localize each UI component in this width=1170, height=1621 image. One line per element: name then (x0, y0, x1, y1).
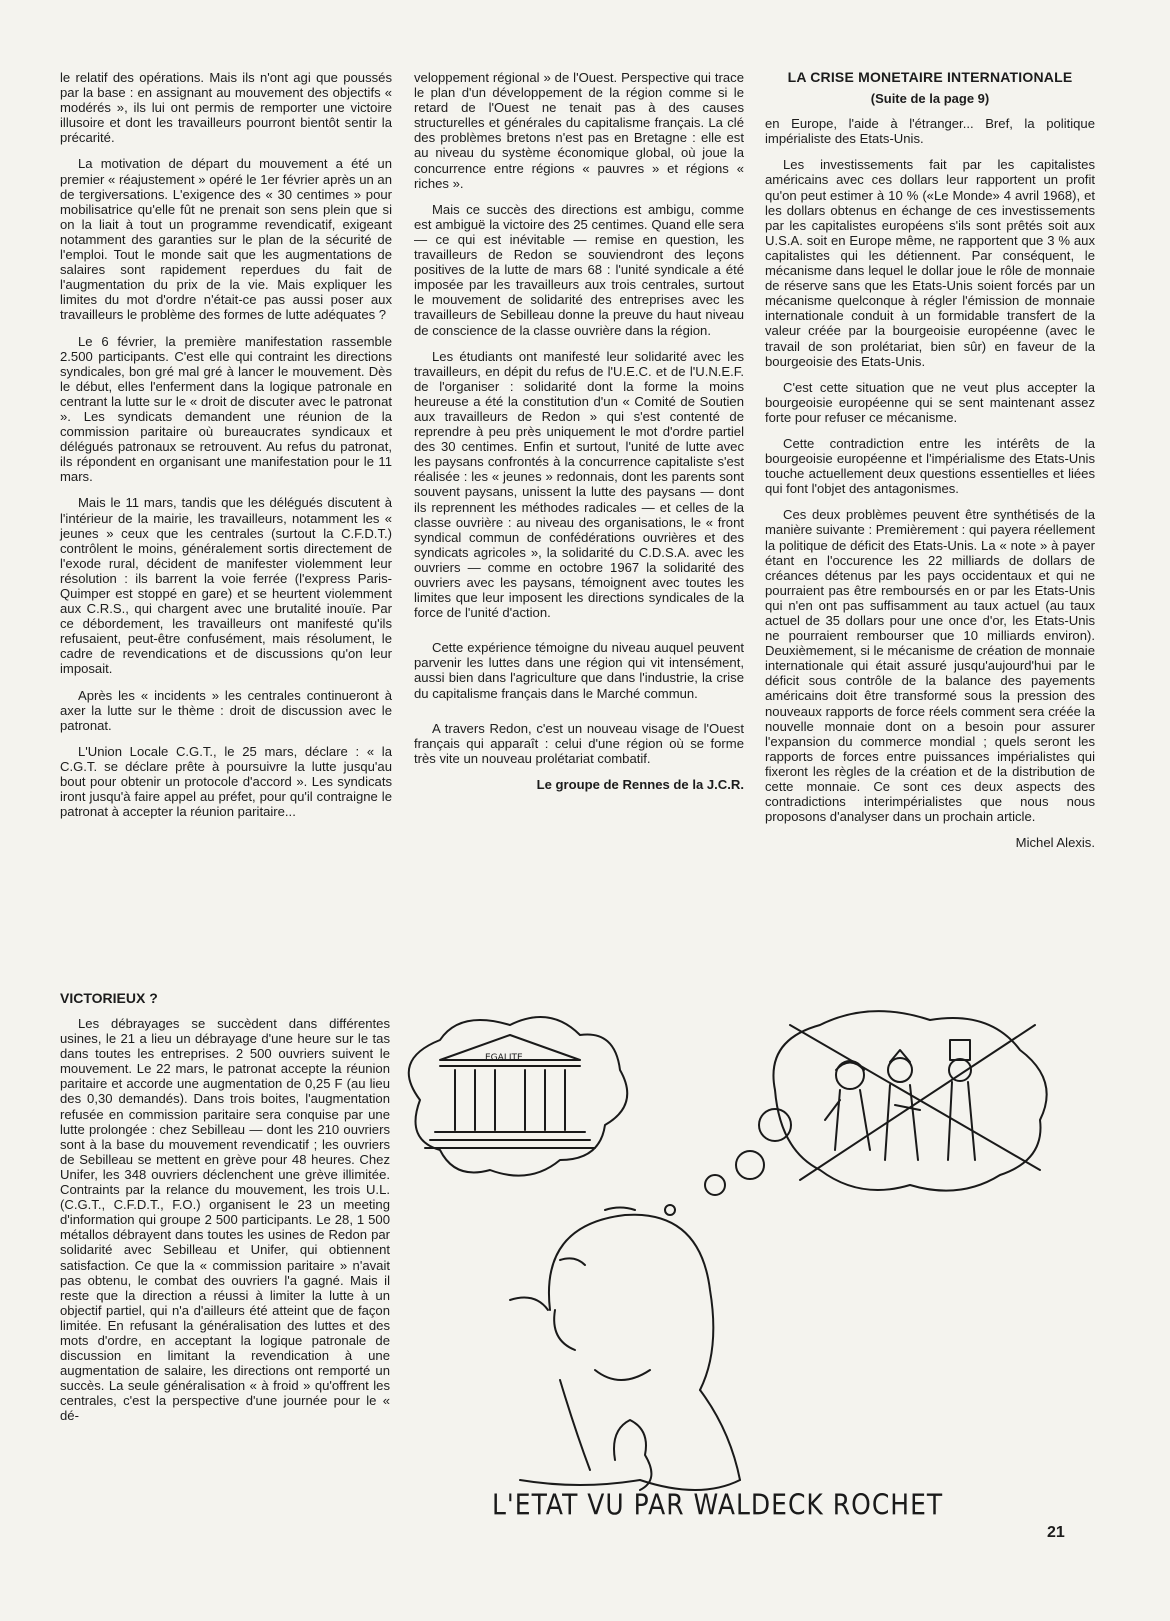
paragraph: Après les « incidents » les centrales continueront à axer la lutte sur le thème : droit de discussion avec le patronat. (60, 687, 392, 733)
paragraph: en Europe, l'aide à l'étranger... Bref, la politique impérialiste des Etats-Unis. (765, 116, 1095, 147)
paragraph: La motivation de départ du mouvement a été un premier « réajustement » opéré le 1er février après un an de tergiversations. L'exigence des « 30 centimes » pour mobilisatrice qu'elle fût ne prenait son sens plein que si on la liait à tout un programme revendicatif, exigeant notamment des garanties sur le plan de la sécurité de l'emploi. Tout le monde sait que les augmentations de salaires sont rapidement reperdues du fait de l'augmentation du prix de la vie. Mais expliquer les limites du mot d'ordre n'était-ce pas aussi poser aux travailleurs le problème des formes de lutte adéquates ? (60, 156, 392, 323)
section-heading: VICTORIEUX ? (60, 990, 158, 1006)
column-1 (60, 70, 392, 830)
cartoon-caption: L'ETAT VU PAR WALDECK ROCHET (492, 1487, 944, 1522)
paragraph: L'Union Locale C.G.T., le 25 mars, déclare : « la C.G.T. se déclare prête à poursuivre la lutte jusqu'au bout pour obtenir un protocole d'accord ». Les syndicats iront jusqu'à faire appel au préfet, pour qu'il contraigne le patronat à accepter la réunion paritaire... (60, 743, 392, 820)
article-subtitle: (Suite de la page 9) (870, 91, 990, 107)
facade-inscription: EGALITE (485, 1053, 523, 1063)
author-signature: Michel Alexis. (1015, 835, 1095, 851)
paragraph: Cette contradiction entre les intérêts de la bourgeoisie européenne et l'impérialisme des Etats-Unis touche actuellement deux questions essentielles et liées qui font l'objet des antagonismes. (765, 435, 1095, 497)
paragraph: A travers Redon, c'est un nouveau visage de l'Ouest français qui apparaît : celui d'une région où se forme très vite un nouveau prolétariat combatif. (414, 720, 744, 766)
paragraph: Les investissements fait par les capitalistes américains avec ces dollars leur rapportent un profit qu'on peut estimer à 10 % («Le Monde» 4 avril 1968), et les dollars obtenus en échange de ces investissements par les capitalistes européens s'ils sont prêtés soit aux U.S.A. soit en Europe même, ne rapportent que 3 % aux capitalistes qui les détiennent. Par conséquent, le mécanisme dans lequel le dollar joue le rôle de monnaie de réserve sans que les Etats-Unis soient forcés par un mécanisme quelconque à régler l'émission de monnaie internationale conduit à un formidable transfert de la valeur créée par la bourgeoisie européenne (avec le travail de son prolétariat, bien sûr) en faveur de la bourgeoisie des Etats-Unis. (765, 157, 1095, 369)
paragraph: Cette expérience témoigne du niveau auquel peuvent parvenir les luttes dans une région qui vit intensément, aussi bien dans l'agriculture que dans l'industrie, la crise du capitalisme français dans le Marché commun. (414, 640, 744, 701)
bald-man-drawing (510, 1208, 740, 1491)
paragraph: Mais ce succès des directions est ambigu, comme est ambiguë la victoire des 25 centimes. Quand elle sera — ce qui est inévitable — remise en question, les travailleurs de Redon se souviendront des leçons positives de la lutte de mars 68 : l'unité syndicale a été imposée par les travailleurs aux trois centrales, surtout le mouvement de solidarité des entreprises avec les travailleurs de Sebilleau donne la preuve du haut niveau de conscience de la classe ouvrière dans la région. (414, 201, 744, 338)
paragraph: Les débrayages se succèdent dans différentes usines, le 21 a lieu un débrayage d'une heure sur le tas dans toutes les entreprises. 2 500 ouvriers suivent le mouvement. Le 22 mars, le patronat accepte la réunion paritaire et accorde une augmentation de 0,25 F (au lieu des 0,30 demandés). Dans trois boites, l'augmentation refusée en commission paritaire sera conquise par une lutte prolongée : chez Sebilleau — dont les 210 ouvriers sont à la base du mouvement revendicatif ; les ouvriers de Sebilleau se mettent en grève pour 48 heures. Chez Unifer, les 348 ouvriers déclenchent une grève illimitée. Contraints par la relance du mouvement, les trois U.L. (C.G.T., C.F.D.T., F.O.) organisent le 23 un meeting d'information qui groupe 2 500 participants. Le 28, 1 500 métallos débrayent dans toutes les usines de Redon par solidarité avec Sebilleau et Unifer, qui obtiennent satisfaction. Ce que la « commission paritaire » n'avait pas obtenu, le combat des ouvriers l'a gagné. Mais il reste que la direction a réussi à limiter la lutte à un objectif partiel, qui n'a d'ailleurs été atteint que de façon limitée. En refusant la généralisation des luttes et des mots d'ordre, en acceptant la logique patronale de discussion en limitant la revendication à une augmentation de salaire, les directions ont remporté un succès. La seule généralisation « à froid » qu'offrent les centrales, c'est la perspective d'une journée pour le « dé- (60, 1016, 390, 1424)
thought-dot (736, 1151, 764, 1179)
page-number: 21 (1047, 1524, 1065, 1541)
paragraph: Ces deux problèmes peuvent être synthétisés de la manière suivante : Premièrement : qui payera réellement la politique de déficit des Etats-Unis. La « note » à payer étant en l'occurence les 22 milliards de dollars de créances détenus par les pays occidentaux et qui ne pourraient pas être remboursés en or par les Etats-Unis qui n'en ont pas suffisamment au taux actuel (au taux actuel de 35 dollars pour une once d'or, les Etats-Unis ne pourraient rembourser que 10 milliards environ). Deuxièmement, si le mécanisme de création de monnaie internationale qui était assuré jusqu'aujourd'hui par le déficit sous contrôle de la balance des payements américains doit être transformé sous la pression des nouveaux rapports de force réels comment sera créée la nouvelle monnaie dont on a besoin pour assurer l'expansion du commerce mondial ; quels seront les rapports de forces entre puissances impérialistes qui fixeront les règles de la création et de la distribution de cette monnaie. Ce sont ces deux aspects des contradictions interimpérialistes que nous nous proposons d'analyser dans un prochain article. (765, 507, 1095, 825)
paragraph: Les étudiants ont manifesté leur solidarité avec les travailleurs, en dépit du refus de l'U.E.C. et de l'U.N.E.F. de l'organiser : solidarité dont la forme la moins heureuse a été la constitution d'un « Comité de Soutien aux travailleurs de Redon » qui s'est contenté de reprendre à peu près uniquement le mot d'ordre partiel des 30 centimes. Enfin et surtout, l'unité de lutte avec les paysans confrontés à la concurrence capitaliste s'est réalisée : les « jeunes » redonnais, dont les parents sont souvent paysans, unissent la lutte des paysans — dont ils reprennent les méthodes radicales — et celles de la classe ouvrière : au niveau des organisations, le « front syndical commun de confédérations ouvrières et des syndicats agricoles », la solidarité du C.D.S.A. avec les ouvriers — comme en octobre 1967 la solidarité des ouvriers avec les paysans, témoignent avec toutes les limites que leur imposent les directions syndicales de la force de l'unité d'action. (414, 348, 744, 621)
thought-dot (665, 1205, 675, 1215)
government-building-drawing (425, 1035, 595, 1148)
column-1-lower (60, 1016, 390, 1435)
thought-dot (705, 1175, 725, 1195)
paragraph: Le 6 février, la première manifestation rassemble 2.500 participants. C'est elle qui contraint les directions syndicales, bon gré mal gré à lancer le mouvement. Dès le début, elles l'enferment dans la logique patronale en centrant la lutte sur le « droit de discuter avec le patronat ». Les syndicats demandent une réunion de la commission paritaire où bureaucrates syndicaux et délégués patronaux se retrouvent. Au refus du patronat, ils répondent en organisant une manifestation pour le 11 mars. (60, 333, 392, 485)
hand-drawing (614, 1420, 651, 1490)
paragraph: C'est cette situation que ne veut plus accepter la bourgeoisie européenne qui se sent maintenant assez forte pour refuser ce mécanisme. (765, 379, 1095, 425)
column-3 (765, 70, 1095, 861)
thought-bubble-left (409, 1017, 628, 1176)
article-title: LA CRISE MONETAIRE INTERNATIONALE (787, 69, 1073, 85)
column-2 (414, 70, 744, 803)
paragraph: le relatif des opérations. Mais ils n'ont agi que poussés par la base : en assignant au mouvement des objectifs « modérés », ils lui ont permis de remporter une victoire illusoire et dont les travailleurs pourront bientôt sentir la précarité. (60, 70, 392, 146)
paragraph: Mais le 11 mars, tandis que les délégués discutent à l'intérieur de la mairie, les travailleurs, notamment les « jeunes » ceux que les centrales (surtout la C.F.D.T.) contrôlent le moins, généralement sortis directement de l'exode rural, décident de manifester violemment leur résolution : ils barrent la voie ferrée (l'express Paris-Quimper est stoppé en gare) et se heurtent violemment aux C.R.S., qui chargent avec une brutalité inouïe. Par ce débordement, les travailleurs ont manifesté qu'ils refusaient, peut-être confusément, mais résolument, le cadre de revendications et de discussions qu'on leur imposait. (60, 495, 392, 677)
author-signature: Le groupe de Rennes de la J.C.R. (536, 776, 744, 792)
paragraph: veloppement régional » de l'Ouest. Perspective qui trace le plan d'un développement de la région comme si le retard de l'Ouest ne tenait pas à des causes structurelles et générales du capitalisme français. La clé des problèmes bretons n'est pas en Bretagne : elle est au niveau du système économique global, où joue la concurrence entre régions « pauvres » et régions « riches ». (414, 70, 744, 191)
cartoon-illustration (400, 1010, 1100, 1570)
